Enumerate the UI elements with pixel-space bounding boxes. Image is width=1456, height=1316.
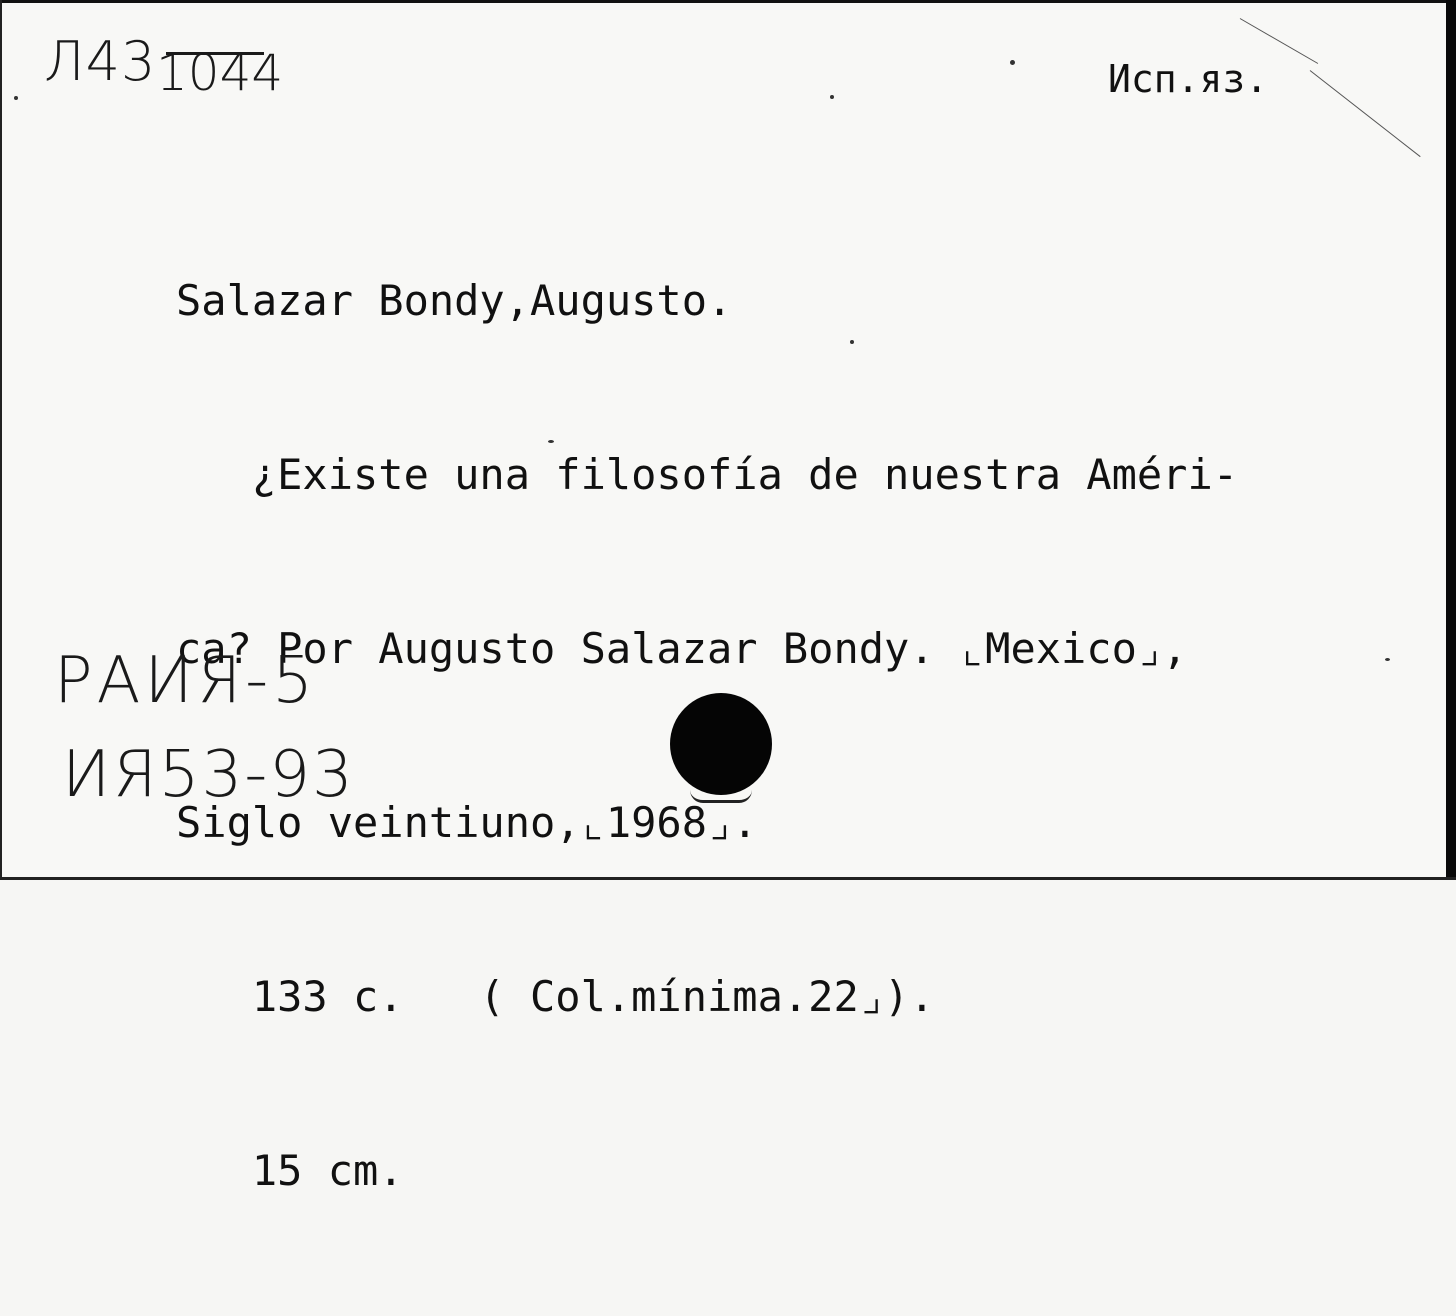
dust-speck [830,95,834,99]
card-edge-left [0,0,2,880]
catalog-line-title-cont: ca? Por Augusto Salazar Bondy. ⌞Mexico⌟, [176,624,1188,673]
catalog-line-author: Salazar Bondy,Augusto. [176,276,733,325]
card-edge-right [1446,0,1456,880]
dust-speck [548,440,554,443]
dust-speck [1010,60,1015,65]
dust-speck [850,340,854,344]
handwritten-shelf-mark-2: ИЯ53-93 [62,738,355,812]
handwritten-shelf-mark-1: РАИЯ-5 [54,644,317,718]
card-edge-top [0,0,1456,3]
catalog-line-publisher: Siglo veintiuno,⌞1968⌟. [176,798,758,847]
catalog-line-size: 15 cm. [176,1146,404,1195]
punch-hole-rim [690,790,752,803]
catalog-line-pages: 133 c. ( Col.mínima.22⌟). [176,972,935,1021]
dust-speck [1385,658,1390,661]
catalog-line-title: ¿Existe una filosofía de nuestra Améri- [176,450,1239,499]
language-note: Исп.яз. [1108,57,1269,101]
paper-scratch [1310,70,1421,157]
punch-hole [670,693,772,795]
call-number: Л43 [44,30,157,93]
dust-speck [14,96,18,100]
call-number-sub: 1044 [156,44,284,102]
